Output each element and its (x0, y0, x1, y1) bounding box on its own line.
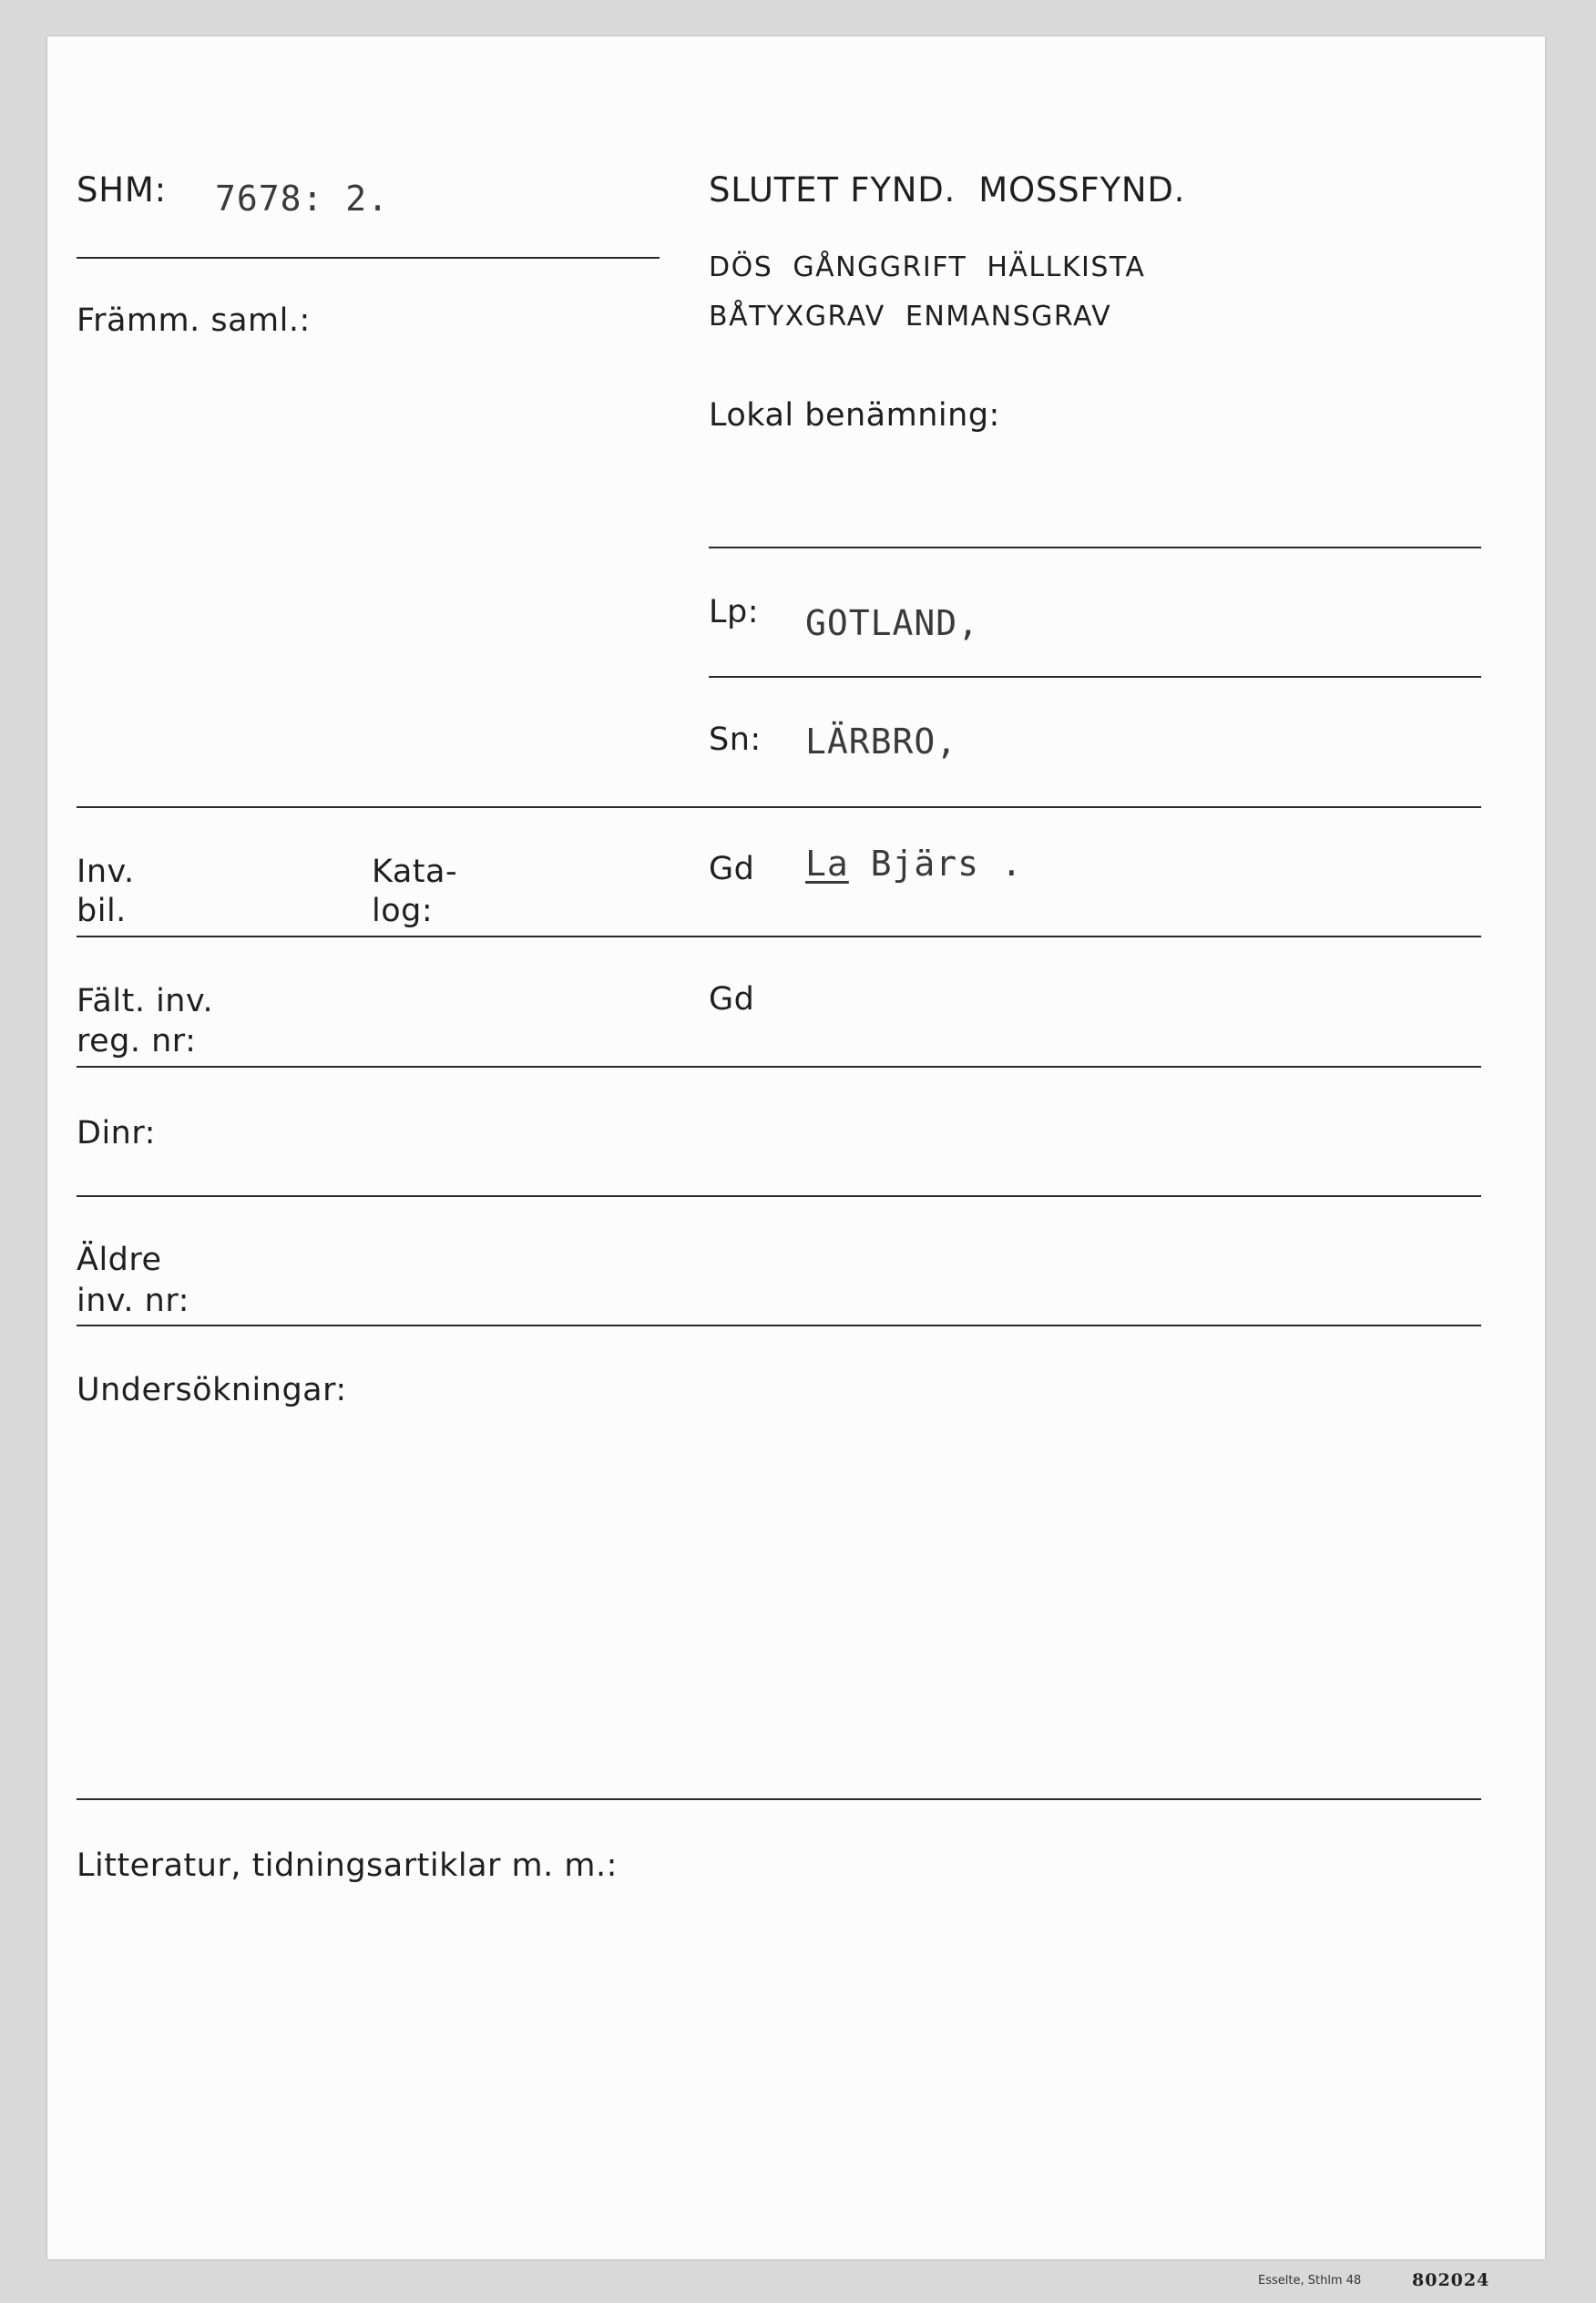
gd1-label: Gd (709, 851, 755, 887)
lokal-benamning-label: Lokal benämning: (709, 397, 1000, 434)
litteratur-label: Litteratur, tidningsartiklar m. m.: (77, 1848, 618, 1884)
section-rule-2 (77, 936, 1481, 937)
section-rule-1 (77, 806, 1481, 808)
grave-types-line2: BÅTYXGRAV ENMANSGRAV (709, 301, 1112, 333)
printer-mark: Esselte, Sthlm 48 (1258, 2274, 1362, 2288)
lokal-benamning-rule (709, 547, 1481, 548)
sn-value: LÄRBRO, (805, 722, 958, 762)
aldre-label-line1: Äldre (77, 1242, 162, 1278)
lp-value: GOTLAND, (805, 603, 980, 643)
katalog-label-line1: Kata- (372, 854, 458, 890)
gd2-label: Gd (709, 981, 755, 1018)
section-rule-5 (77, 1325, 1481, 1326)
section-rule-4 (77, 1195, 1481, 1197)
section-rule-3 (77, 1066, 1481, 1068)
serial-number: 802024 (1412, 2270, 1490, 2290)
shm-value: 7678: 2. (215, 179, 390, 219)
falt-inv-label-line1: Fält. inv. (77, 983, 214, 1019)
section-rule-6 (77, 1798, 1481, 1800)
shm-rule (77, 257, 660, 259)
inv-bil-label-line2: bil. (77, 893, 127, 929)
catalog-card (47, 36, 1545, 2259)
lp-label: Lp: (709, 594, 760, 630)
falt-inv-label-line2: reg. nr: (77, 1023, 197, 1059)
gd1-value-prefix: La (805, 844, 849, 884)
undersokningar-label: Undersökningar: (77, 1372, 347, 1408)
framm-saml-label: Främm. saml.: (77, 302, 311, 339)
aldre-label-line2: inv. nr: (77, 1283, 189, 1319)
dinr-label: Dinr: (77, 1115, 156, 1152)
grave-types-line1: DÖS GÅNGGRIFT HÄLLKISTA (709, 251, 1146, 283)
shm-label: SHM: (77, 170, 167, 210)
katalog-label-line2: log: (372, 893, 434, 929)
gd1-value (805, 844, 1023, 885)
lp-rule (709, 676, 1481, 678)
sn-label: Sn: (709, 722, 762, 758)
gd1-value-rest: Bjärs . (848, 844, 1023, 884)
inv-bil-label-line1: Inv. (77, 854, 135, 890)
find-type-heading: SLUTET FYND. MOSSFYND. (709, 170, 1186, 210)
